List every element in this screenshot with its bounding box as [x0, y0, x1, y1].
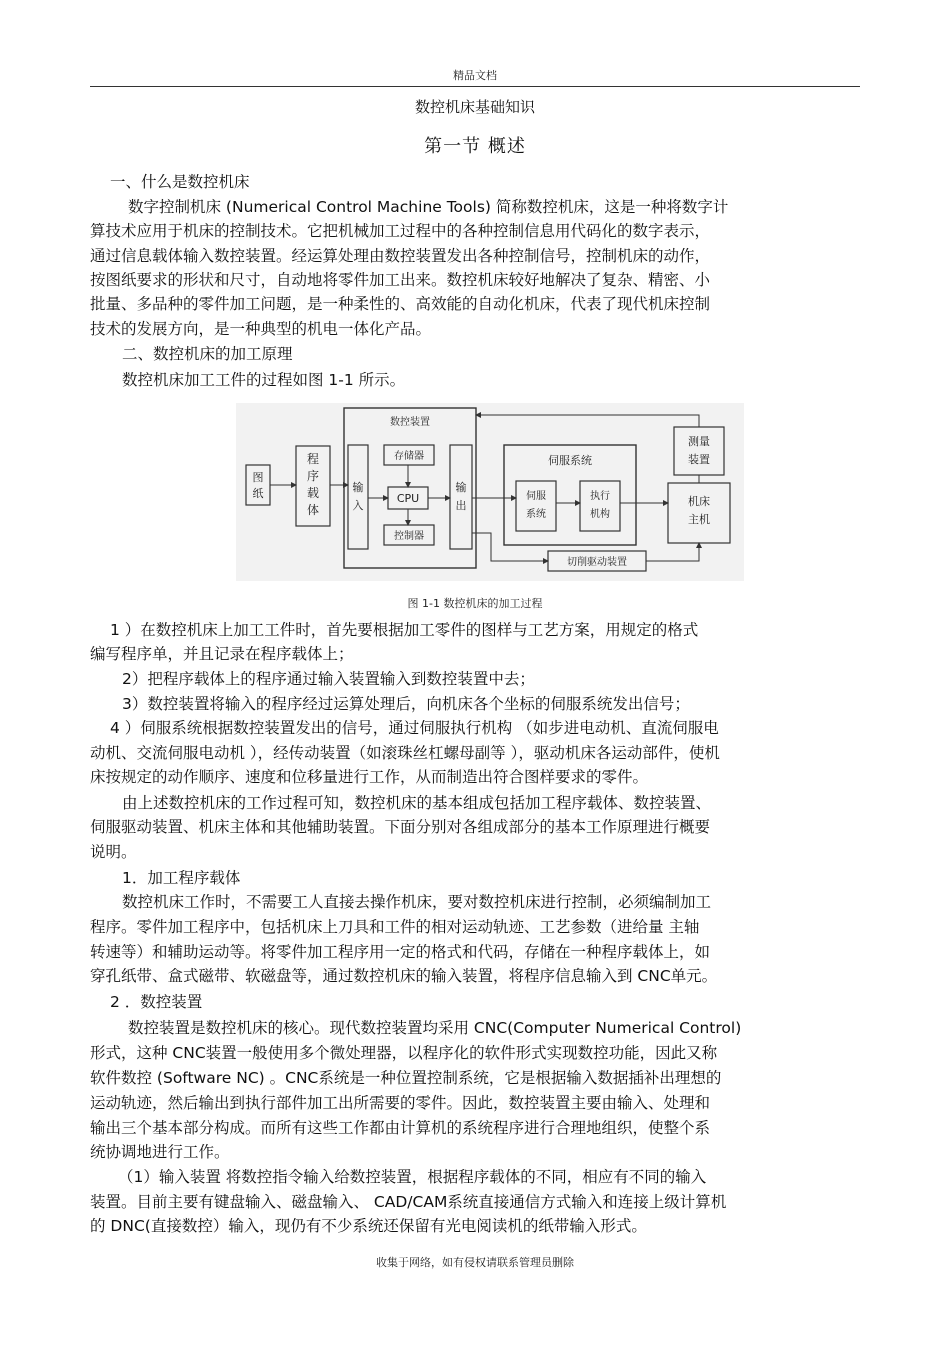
measuring-device-label: 测量装置: [688, 435, 710, 466]
paragraph-line: 2 ．数控装置: [110, 993, 203, 1011]
paragraph-line: 按图纸要求的形状和尺寸，自动地将零件加工出来。数控机床较好地解决了复杂、精密、小: [90, 271, 711, 289]
paragraph-line: 转速等）和辅助运动等。将零件加工程序用一定的格式和代码，存储在一种程序载体上，如: [90, 943, 711, 961]
paragraph-line: 说明。: [90, 843, 137, 861]
paragraph-line: 床按规定的动作顺序、速度和位移量进行工作，从而制造出符合图样要求的零件。: [90, 768, 649, 786]
paragraph-line: 1 ）在数控机床上加工工件时，首先要根据加工零件的图样与工艺方案，用规定的格式: [110, 621, 699, 639]
paragraph-line: 装置。目前主要有键盘输入、磁盘输入、 CAD/CAM系统直接通信方式输入和连接上级计算机: [90, 1193, 727, 1211]
paragraph-line: 2）把程序载体上的程序通过输入装置输入到数控装置中去；: [122, 670, 535, 688]
paragraph-line: 二、数控机床的加工原理: [122, 345, 293, 363]
header-rule: [90, 86, 860, 87]
paragraph-line: 算技术应用于机床的控制技术。它把机械加工过程中的各种控制信息用代码化的数字表示，: [90, 222, 711, 240]
section-title: 第一节 概述: [424, 136, 526, 157]
paragraph-line: 一、什么是数控机床: [110, 173, 250, 191]
paragraph-line: 3）数控装置将输入的程序经过运算处理后，向机床各个坐标的伺服系统发出信号；: [122, 695, 690, 713]
paragraph-line: 程序。零件加工程序中，包括机床上刀具和工件的相对运动轨迹、工艺参数（进给量 主轴: [90, 918, 700, 936]
machine-label: 机床主机: [688, 495, 710, 526]
paragraph-line: 技术的发展方向，是一种典型的机电一体化产品。: [90, 320, 432, 338]
footer-note: 收集于网络，如有侵权请联系管理员删除: [376, 1256, 574, 1269]
paragraph-line: 4 ）伺服系统根据数控装置发出的信号，通过伺服执行机构 （如步进电动机、直流伺服电: [110, 719, 719, 737]
paragraph-line: 软件数控 (Software NC) 。CNC系统是一种位置控制系统，它是根据输入数据插补出理想的: [90, 1069, 722, 1087]
paragraph-line: （1）输入装置 将数控指令输入给数控装置，根据程序载体的不同，相应有不同的输入: [118, 1168, 707, 1186]
paragraph-line: 伺服驱动装置、机床主体和其他辅助装置。下面分别对各组成部分的基本工作原理进行概要: [90, 818, 711, 836]
paragraph-line: 统协调地进行工作。: [90, 1143, 230, 1161]
paragraph-line: 编写程序单，并且记录在程序载体上；: [90, 645, 354, 663]
header-note: 精品文档: [453, 69, 497, 82]
paragraph-line: 由上述数控机床的工作过程可知，数控机床的基本组成包括加工程序载体、数控装置、: [122, 794, 712, 812]
servo-label: 伺服系统: [526, 491, 546, 520]
memory-label: 存储器: [394, 451, 424, 462]
program-carrier-label: 程序载体: [306, 452, 320, 517]
paragraph-line: 动机、交流伺服电动机 ），经传动装置（如滚珠丝杠螺母副等 ），驱动机床各运动部件，使机: [90, 744, 720, 762]
paragraph-line: 的 DNC(直接数控）输入，现仍有不少系统还保留有光电阅读机的纸带输入形式。: [90, 1217, 647, 1235]
paragraph-line: 批量、多品种的零件加工问题，是一种柔性的、高效能的自动化机床，代表了现代机床控制: [90, 295, 711, 313]
paragraph-line: 穿孔纸带、盒式磁带、软磁盘等，通过数控机床的输入装置，将程序信息输入到 CNC单元。: [90, 967, 718, 985]
document-title: 数控机床基础知识: [414, 98, 535, 116]
controller-label: 控制器: [394, 531, 424, 542]
cutting-drive-label: 切削驱动装置: [567, 557, 627, 568]
servo-system-label: 伺服系统: [548, 454, 592, 467]
paragraph-line: 运动轨迹，然后输出到执行部件加工出所需要的零件。因此，数控装置主要由输入、处理和: [90, 1094, 711, 1112]
drawing-label: 图纸: [252, 471, 264, 500]
figure-1-1-diagram: [236, 403, 744, 581]
output-label: 输出: [455, 481, 467, 512]
paragraph-line: 数控机床工作时，不需要工人直接去操作机床，要对数控机床进行控制，必须编制加工: [122, 893, 712, 911]
paragraph-line: 数控装置是数控机床的核心。现代数控装置均采用 CNC(Computer Numerical Control): [128, 1019, 742, 1037]
paragraph-line: 数控机床加工工件的过程如图 1-1 所示。: [122, 371, 406, 389]
figure-caption: 图 1-1 数控机床的加工过程: [407, 597, 543, 610]
actuator-label: 执行机构: [590, 491, 610, 520]
paragraph-line: 形式，这种 CNC装置一般使用多个微处理器，以程序化的软件形式实现数控功能，因此又称: [90, 1044, 718, 1062]
input-label: 输入: [352, 481, 364, 512]
cpu-label: CPU: [396, 492, 420, 505]
paragraph-line: 1．加工程序载体: [122, 869, 241, 887]
paragraph-line: 输出三个基本部分构成。而所有这些工作都由计算机的系统程序进行合理地组织，使整个系: [90, 1119, 711, 1137]
paragraph-line: 通过信息载体输入数控装置。经运算处理由数控装置发出各种控制信号，控制机床的动作，: [90, 247, 711, 265]
cnc-unit-label: 数控装置: [390, 417, 430, 428]
paragraph-line: 数字控制机床 (Numerical Control Machine Tools) 简称数控机床，这是一种将数字计: [128, 198, 729, 216]
